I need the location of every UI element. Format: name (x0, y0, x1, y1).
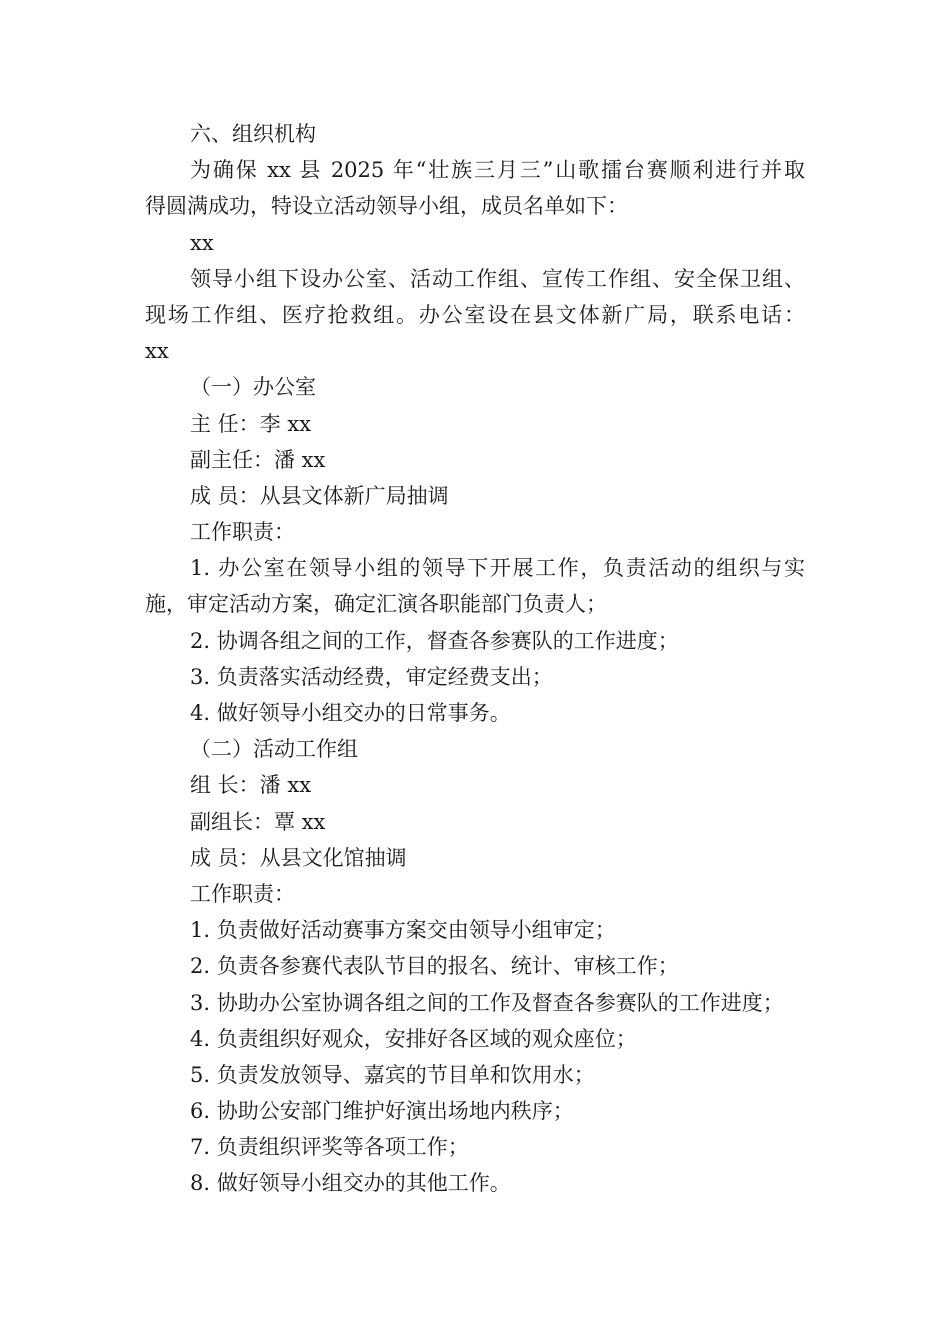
text-line: 1. 负责做好活动赛事方案交由领导小组审定； (190, 918, 616, 943)
text-line: 5. 负责发放领导、嘉宾的节目单和饮用水； (190, 1062, 595, 1087)
text-line: xx (190, 230, 214, 255)
text-line: 工作职责： (190, 881, 295, 906)
text-line: xx (145, 339, 169, 364)
text-line: 成 员：从县文体新广局抽调 (190, 483, 449, 508)
text-line: 施，审定活动方案，确定汇演各职能部门负责人； (145, 592, 607, 617)
text-line: 现场工作组、医疗抢救组。办公室设在县文体新广局，联系电话： (145, 302, 805, 327)
text-line: 3. 协助办公室协调各组之间的工作及督查各参赛队的工作进度； (190, 990, 784, 1015)
text-line: 8. 做好领导小组交办的其他工作。 (190, 1171, 511, 1196)
text-line: 4. 负责组织好观众，安排好各区域的观众座位； (190, 1026, 637, 1051)
text-line: 副主任：潘 xx (190, 447, 326, 472)
text-line: 主 任：李 xx (190, 411, 312, 436)
text-line: （二）活动工作组 (190, 737, 358, 762)
text-line: 为确保 xx 县 2025 年“壮族三月三”山歌擂台赛顺利进行并取 (190, 158, 805, 183)
text-line: （一）办公室 (190, 375, 316, 400)
text-line: 工作职责： (190, 520, 295, 545)
text-line: 4. 做好领导小组交办的日常事务。 (190, 701, 511, 725)
text-line: 3. 负责落实活动经费，审定经费支出； (190, 664, 553, 689)
text-line: 六、组织机构 (190, 122, 316, 146)
text-line: 副组长：覃 xx (190, 809, 326, 834)
text-line: 1. 办公室在领导小组的领导下开展工作，负责活动的组织与实 (190, 556, 805, 581)
text-line: 2. 协调各组之间的工作，督查各参赛队的工作进度； (190, 628, 679, 653)
text-line: 得圆满成功，特设立活动领导小组，成员名单如下： (145, 194, 628, 219)
text-line: 领导小组下设办公室、活动工作组、宣传工作组、安全保卫组、 (190, 266, 805, 291)
text-line: 7. 负责组织评奖等各项工作； (190, 1135, 469, 1160)
text-line: 成 员：从县文化馆抽调 (190, 845, 407, 870)
document-body (145, 116, 805, 1202)
text-line: 组 长：潘 xx (190, 773, 312, 798)
text-line: 2. 负责各参赛代表队节目的报名、统计、审核工作； (190, 954, 679, 979)
text-line: 6. 协助公安部门维护好演出场地内秩序； (190, 1099, 574, 1124)
